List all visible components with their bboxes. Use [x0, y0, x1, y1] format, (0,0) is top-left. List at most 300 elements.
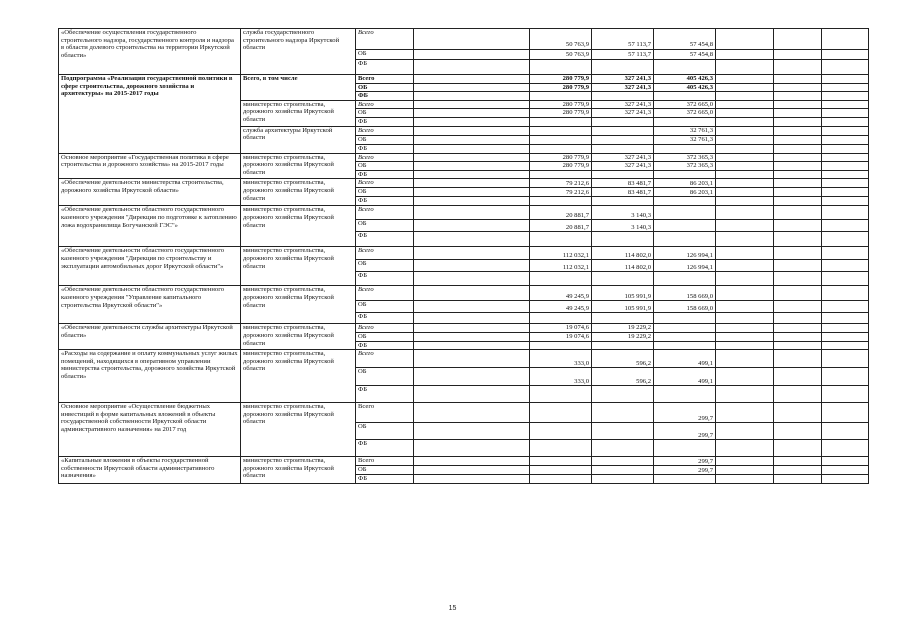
- executor-cell: министерство строительства, дорожного хозяйства Иркутской области: [241, 247, 356, 286]
- funding-source-cell: ФБ: [356, 272, 414, 286]
- empty-cell: [774, 350, 822, 368]
- table-row: [59, 179, 869, 188]
- value-cell-v1: 280 779,9: [530, 153, 592, 162]
- value-cell-v1: 333,0: [530, 350, 592, 368]
- funding-source-cell: ОБ: [356, 466, 414, 475]
- empty-cell: [414, 197, 530, 206]
- value-cell-v2: 19 229,2: [592, 324, 654, 333]
- table-row: [59, 286, 869, 301]
- measure-name-cell: «Обеспечение деятельности областного государственного казенного учреждения "Управление капитального строительства Иркутской области"»: [59, 286, 241, 324]
- value-cell-v3: [654, 440, 716, 457]
- empty-cell: [822, 220, 869, 232]
- funding-source-cell: ОБ: [356, 162, 414, 171]
- empty-cell: [774, 188, 822, 197]
- value-cell-v1: 20 881,7: [530, 220, 592, 232]
- value-cell-v2: [592, 440, 654, 457]
- value-cell-v2: 327 241,3: [592, 162, 654, 171]
- empty-cell: [822, 179, 869, 188]
- executor-cell: министерство строительства, дорожного хозяйства Иркутской области: [241, 324, 356, 350]
- funding-source-cell: ФБ: [356, 386, 414, 403]
- value-cell-v3: [654, 197, 716, 206]
- measure-name-cell: «Обеспечение осуществления государственного строительного надзора, государственного контроля и надзора в области долевого строительства на территории Иркутской области»: [59, 29, 241, 75]
- funding-source-cell: Всего: [356, 100, 414, 109]
- measure-name-cell: Основное мероприятие «Государственная политика в сфере строительства и дорожного хозяйства» на 2015-2017 годы: [59, 153, 241, 179]
- empty-cell: [716, 170, 774, 179]
- empty-cell: [822, 466, 869, 475]
- value-cell-v3: 57 454,8: [654, 29, 716, 50]
- empty-cell: [822, 29, 869, 50]
- value-cell-v1: [530, 440, 592, 457]
- funding-source-cell: ОБ: [356, 332, 414, 341]
- funding-source-cell: ОБ: [356, 220, 414, 232]
- empty-cell: [716, 135, 774, 144]
- funding-source-cell: ФБ: [356, 440, 414, 457]
- funding-source-cell: Всего: [356, 247, 414, 260]
- budget-table-body: [59, 29, 869, 484]
- value-cell-v2: [592, 144, 654, 153]
- empty-cell: [822, 92, 869, 101]
- empty-cell: [774, 332, 822, 341]
- empty-cell: [774, 197, 822, 206]
- empty-cell: [414, 301, 530, 313]
- funding-source-cell: Всего: [356, 286, 414, 301]
- empty-cell: [774, 368, 822, 386]
- value-cell-v2: [592, 126, 654, 135]
- measure-name-cell: «Обеспечение деятельности министерства строительства, дорожного хозяйства Иркутской области»: [59, 179, 241, 206]
- value-cell-v2: [592, 341, 654, 350]
- empty-cell: [716, 403, 774, 423]
- empty-cell: [822, 301, 869, 313]
- value-cell-v3: [654, 332, 716, 341]
- empty-cell: [774, 272, 822, 286]
- funding-source-cell: Всего: [356, 153, 414, 162]
- empty-cell: [414, 206, 530, 220]
- empty-cell: [774, 206, 822, 220]
- empty-cell: [822, 232, 869, 247]
- empty-cell: [716, 247, 774, 260]
- value-cell-v1: [530, 232, 592, 247]
- value-cell-v3: [654, 272, 716, 286]
- empty-cell: [774, 475, 822, 484]
- empty-cell: [414, 286, 530, 301]
- table-row: [59, 457, 869, 466]
- empty-cell: [774, 153, 822, 162]
- empty-cell: [822, 144, 869, 153]
- value-cell-v2: 327 241,3: [592, 75, 654, 84]
- empty-cell: [414, 457, 530, 466]
- value-cell-v3: [654, 60, 716, 75]
- empty-cell: [774, 162, 822, 171]
- empty-cell: [822, 162, 869, 171]
- empty-cell: [822, 457, 869, 466]
- empty-cell: [822, 260, 869, 272]
- empty-cell: [774, 386, 822, 403]
- value-cell-v3: [654, 313, 716, 324]
- empty-cell: [716, 440, 774, 457]
- empty-cell: [414, 135, 530, 144]
- value-cell-v2: 57 113,7: [592, 50, 654, 60]
- empty-cell: [716, 197, 774, 206]
- value-cell-v2: 327 241,3: [592, 109, 654, 118]
- empty-cell: [774, 92, 822, 101]
- value-cell-v3: [654, 220, 716, 232]
- value-cell-v1: 280 779,9: [530, 75, 592, 84]
- value-cell-v1: 280 779,9: [530, 109, 592, 118]
- value-cell-v3: 499,1: [654, 368, 716, 386]
- measure-name-cell: «Обеспечение деятельности областного государственного казенного учреждения "Дирекция по строительству и эксплуатации автомобильных дорог Иркутской области"»: [59, 247, 241, 286]
- value-cell-v2: [592, 232, 654, 247]
- empty-cell: [414, 440, 530, 457]
- value-cell-v2: [592, 197, 654, 206]
- empty-cell: [716, 144, 774, 153]
- value-cell-v2: 105 991,9: [592, 286, 654, 301]
- empty-cell: [716, 368, 774, 386]
- empty-cell: [822, 135, 869, 144]
- empty-cell: [774, 466, 822, 475]
- empty-cell: [414, 403, 530, 423]
- funding-source-cell: ФБ: [356, 313, 414, 324]
- empty-cell: [716, 313, 774, 324]
- empty-cell: [414, 220, 530, 232]
- empty-cell: [414, 386, 530, 403]
- empty-cell: [822, 117, 869, 126]
- value-cell-v1: [530, 144, 592, 153]
- value-cell-v2: 596,2: [592, 350, 654, 368]
- empty-cell: [716, 466, 774, 475]
- empty-cell: [822, 440, 869, 457]
- measure-name-cell: «Расходы на содержание и оплату коммунальных услуг жилых помещений, находящихся в оперативном управлении министерства строительства, дорожного хозяйства Иркутской области»: [59, 350, 241, 403]
- empty-cell: [414, 368, 530, 386]
- empty-cell: [822, 197, 869, 206]
- empty-cell: [716, 188, 774, 197]
- value-cell-v2: 83 481,7: [592, 188, 654, 197]
- value-cell-v3: 372 365,3: [654, 162, 716, 171]
- measure-name-cell: Подпрограмма «Реализация государственной политики в сфере строительства, дорожного хозяйства и архитектуры» на 2015-2017 годы: [59, 75, 241, 154]
- empty-cell: [414, 100, 530, 109]
- empty-cell: [716, 126, 774, 135]
- empty-cell: [774, 286, 822, 301]
- value-cell-v1: [530, 272, 592, 286]
- empty-cell: [822, 368, 869, 386]
- empty-cell: [822, 386, 869, 403]
- value-cell-v1: [530, 92, 592, 101]
- empty-cell: [716, 301, 774, 313]
- value-cell-v3: 372 665,0: [654, 109, 716, 118]
- funding-source-cell: ОБ: [356, 135, 414, 144]
- value-cell-v1: 333,0: [530, 368, 592, 386]
- value-cell-v3: 158 669,0: [654, 301, 716, 313]
- empty-cell: [774, 109, 822, 118]
- empty-cell: [716, 75, 774, 84]
- empty-cell: [716, 475, 774, 484]
- empty-cell: [414, 75, 530, 84]
- empty-cell: [716, 272, 774, 286]
- value-cell-v1: 112 032,1: [530, 247, 592, 260]
- empty-cell: [774, 341, 822, 350]
- funding-source-cell: Всего: [356, 29, 414, 50]
- budget-table: [58, 28, 869, 484]
- empty-cell: [414, 29, 530, 50]
- funding-source-cell: ФБ: [356, 170, 414, 179]
- value-cell-v2: 327 241,3: [592, 153, 654, 162]
- empty-cell: [774, 179, 822, 188]
- empty-cell: [774, 313, 822, 324]
- value-cell-v1: [530, 197, 592, 206]
- empty-cell: [414, 332, 530, 341]
- empty-cell: [822, 272, 869, 286]
- table-row: [59, 206, 869, 220]
- value-cell-v1: [530, 475, 592, 484]
- value-cell-v2: 83 481,7: [592, 179, 654, 188]
- value-cell-v1: [530, 117, 592, 126]
- value-cell-v2: [592, 457, 654, 466]
- value-cell-v2: 114 802,0: [592, 247, 654, 260]
- table-row: [59, 350, 869, 368]
- empty-cell: [774, 29, 822, 50]
- value-cell-v3: [654, 232, 716, 247]
- value-cell-v3: [654, 92, 716, 101]
- empty-cell: [716, 162, 774, 171]
- empty-cell: [822, 313, 869, 324]
- value-cell-v1: 280 779,9: [530, 83, 592, 92]
- empty-cell: [774, 170, 822, 179]
- empty-cell: [774, 100, 822, 109]
- value-cell-v3: 299,7: [654, 403, 716, 423]
- funding-source-cell: ОБ: [356, 368, 414, 386]
- funding-source-cell: ОБ: [356, 301, 414, 313]
- value-cell-v3: 299,7: [654, 457, 716, 466]
- empty-cell: [414, 126, 530, 135]
- empty-cell: [822, 50, 869, 60]
- empty-cell: [774, 220, 822, 232]
- empty-cell: [716, 179, 774, 188]
- empty-cell: [774, 83, 822, 92]
- value-cell-v3: [654, 170, 716, 179]
- funding-source-cell: ФБ: [356, 144, 414, 153]
- empty-cell: [822, 403, 869, 423]
- funding-source-cell: Всего: [356, 75, 414, 84]
- table-row: [59, 324, 869, 333]
- empty-cell: [716, 100, 774, 109]
- empty-cell: [414, 179, 530, 188]
- empty-cell: [414, 117, 530, 126]
- empty-cell: [414, 144, 530, 153]
- empty-cell: [774, 260, 822, 272]
- value-cell-v3: 372 665,0: [654, 100, 716, 109]
- funding-source-cell: ОБ: [356, 109, 414, 118]
- empty-cell: [414, 260, 530, 272]
- value-cell-v1: 20 881,7: [530, 206, 592, 220]
- value-cell-v1: [530, 60, 592, 75]
- page-number: 15: [448, 605, 457, 612]
- funding-source-cell: ОБ: [356, 260, 414, 272]
- value-cell-v1: 280 779,9: [530, 100, 592, 109]
- empty-cell: [414, 313, 530, 324]
- empty-cell: [716, 386, 774, 403]
- empty-cell: [774, 301, 822, 313]
- value-cell-v3: 126 994,1: [654, 247, 716, 260]
- empty-cell: [414, 109, 530, 118]
- empty-cell: [774, 50, 822, 60]
- executor-cell: министерство строительства, дорожного хозяйства Иркутской области: [241, 350, 356, 403]
- value-cell-v2: 596,2: [592, 368, 654, 386]
- executor-cell: министерство строительства, дорожного хозяйства Иркутской области: [241, 179, 356, 206]
- value-cell-v2: [592, 403, 654, 423]
- empty-cell: [822, 109, 869, 118]
- empty-cell: [414, 350, 530, 368]
- measure-name-cell: Основное мероприятие «Осуществление бюджетных инвестиций в форме капитальных вложений в объекты государственной собственности Иркутской области административного назначения» на 2017 год: [59, 403, 241, 457]
- empty-cell: [716, 341, 774, 350]
- empty-cell: [774, 75, 822, 84]
- value-cell-v1: [530, 457, 592, 466]
- value-cell-v1: [530, 170, 592, 179]
- funding-source-cell: ФБ: [356, 197, 414, 206]
- empty-cell: [414, 423, 530, 440]
- value-cell-v2: [592, 475, 654, 484]
- value-cell-v3: 86 203,1: [654, 179, 716, 188]
- executor-cell: служба государственного строительного надзора Иркутской области: [241, 29, 356, 75]
- empty-cell: [716, 29, 774, 50]
- empty-cell: [822, 247, 869, 260]
- empty-cell: [822, 332, 869, 341]
- measure-name-cell: «Обеспечение деятельности службы архитектуры Иркутской области»: [59, 324, 241, 350]
- funding-source-cell: Всего: [356, 403, 414, 423]
- value-cell-v2: [592, 386, 654, 403]
- funding-source-cell: ФБ: [356, 475, 414, 484]
- empty-cell: [716, 50, 774, 60]
- empty-cell: [414, 247, 530, 260]
- funding-source-cell: Всего: [356, 324, 414, 333]
- value-cell-v1: [530, 135, 592, 144]
- empty-cell: [774, 403, 822, 423]
- empty-cell: [822, 423, 869, 440]
- executor-cell: Всего, в том числе: [241, 75, 356, 101]
- value-cell-v3: [654, 341, 716, 350]
- empty-cell: [716, 220, 774, 232]
- empty-cell: [716, 332, 774, 341]
- empty-cell: [414, 170, 530, 179]
- empty-cell: [716, 60, 774, 75]
- empty-cell: [822, 188, 869, 197]
- funding-source-cell: ФБ: [356, 232, 414, 247]
- value-cell-v2: 19 229,2: [592, 332, 654, 341]
- funding-source-cell: ОБ: [356, 423, 414, 440]
- value-cell-v3: 405 426,3: [654, 75, 716, 84]
- value-cell-v2: [592, 135, 654, 144]
- empty-cell: [822, 170, 869, 179]
- measure-name-cell: «Капитальные вложения в объекты государственной собственности Иркутской области административного назначения»: [59, 457, 241, 484]
- executor-cell: министерство строительства, дорожного хозяйства Иркутской области: [241, 403, 356, 457]
- empty-cell: [414, 341, 530, 350]
- value-cell-v2: 105 991,9: [592, 301, 654, 313]
- value-cell-v3: 372 365,3: [654, 153, 716, 162]
- empty-cell: [414, 153, 530, 162]
- value-cell-v3: 32 761,3: [654, 135, 716, 144]
- value-cell-v2: 3 140,3: [592, 206, 654, 220]
- value-cell-v3: 126 994,1: [654, 260, 716, 272]
- value-cell-v1: [530, 466, 592, 475]
- empty-cell: [822, 75, 869, 84]
- empty-cell: [414, 188, 530, 197]
- value-cell-v2: [592, 466, 654, 475]
- value-cell-v1: 112 032,1: [530, 260, 592, 272]
- empty-cell: [716, 92, 774, 101]
- executor-cell: министерство строительства, дорожного хозяйства Иркутской области: [241, 206, 356, 247]
- empty-cell: [414, 50, 530, 60]
- empty-cell: [414, 92, 530, 101]
- value-cell-v2: [592, 117, 654, 126]
- table-row: [59, 29, 869, 50]
- measure-name-cell: «Обеспечение деятельности областного государственного казенного учреждения "Дирекция по подготовке к затоплению ложа водохранилища Богучанской ГЭС"»: [59, 206, 241, 247]
- funding-source-cell: ФБ: [356, 117, 414, 126]
- value-cell-v2: 114 802,0: [592, 260, 654, 272]
- empty-cell: [716, 260, 774, 272]
- value-cell-v1: [530, 341, 592, 350]
- empty-cell: [822, 100, 869, 109]
- empty-cell: [774, 423, 822, 440]
- value-cell-v3: 158 669,0: [654, 286, 716, 301]
- empty-cell: [716, 457, 774, 466]
- value-cell-v2: 3 140,3: [592, 220, 654, 232]
- empty-cell: [822, 324, 869, 333]
- value-cell-v1: [530, 423, 592, 440]
- empty-cell: [774, 126, 822, 135]
- empty-cell: [774, 324, 822, 333]
- empty-cell: [822, 206, 869, 220]
- value-cell-v3: [654, 117, 716, 126]
- empty-cell: [822, 153, 869, 162]
- empty-cell: [414, 324, 530, 333]
- value-cell-v1: 50 763,9: [530, 29, 592, 50]
- empty-cell: [414, 162, 530, 171]
- value-cell-v3: 299,7: [654, 466, 716, 475]
- empty-cell: [716, 286, 774, 301]
- empty-cell: [822, 126, 869, 135]
- value-cell-v1: 79 212,6: [530, 188, 592, 197]
- executor-cell: министерство строительства, дорожного хозяйства Иркутской области: [241, 100, 356, 126]
- value-cell-v1: 280 779,9: [530, 162, 592, 171]
- funding-source-cell: ФБ: [356, 92, 414, 101]
- value-cell-v1: 49 245,9: [530, 286, 592, 301]
- value-cell-v3: [654, 475, 716, 484]
- table-row: [59, 247, 869, 260]
- empty-cell: [822, 475, 869, 484]
- executor-cell: служба архитектуры Иркутской области: [241, 126, 356, 153]
- executor-cell: министерство строительства, дорожного хозяйства Иркутской области: [241, 286, 356, 324]
- funding-source-cell: Всего: [356, 206, 414, 220]
- executor-cell: министерство строительства, дорожного хозяйства Иркутской области: [241, 457, 356, 484]
- value-cell-v2: 327 241,3: [592, 100, 654, 109]
- funding-source-cell: ОБ: [356, 83, 414, 92]
- value-cell-v3: [654, 144, 716, 153]
- value-cell-v3: 32 761,3: [654, 126, 716, 135]
- funding-source-cell: ОБ: [356, 188, 414, 197]
- value-cell-v2: [592, 272, 654, 286]
- value-cell-v1: 50 763,9: [530, 50, 592, 60]
- table-row: [59, 75, 869, 84]
- funding-source-cell: ОБ: [356, 50, 414, 60]
- value-cell-v2: [592, 60, 654, 75]
- empty-cell: [774, 117, 822, 126]
- empty-cell: [414, 272, 530, 286]
- funding-source-cell: Всего: [356, 457, 414, 466]
- value-cell-v3: [654, 386, 716, 403]
- value-cell-v3: [654, 206, 716, 220]
- value-cell-v2: 327 241,3: [592, 83, 654, 92]
- empty-cell: [716, 153, 774, 162]
- empty-cell: [774, 144, 822, 153]
- empty-cell: [716, 117, 774, 126]
